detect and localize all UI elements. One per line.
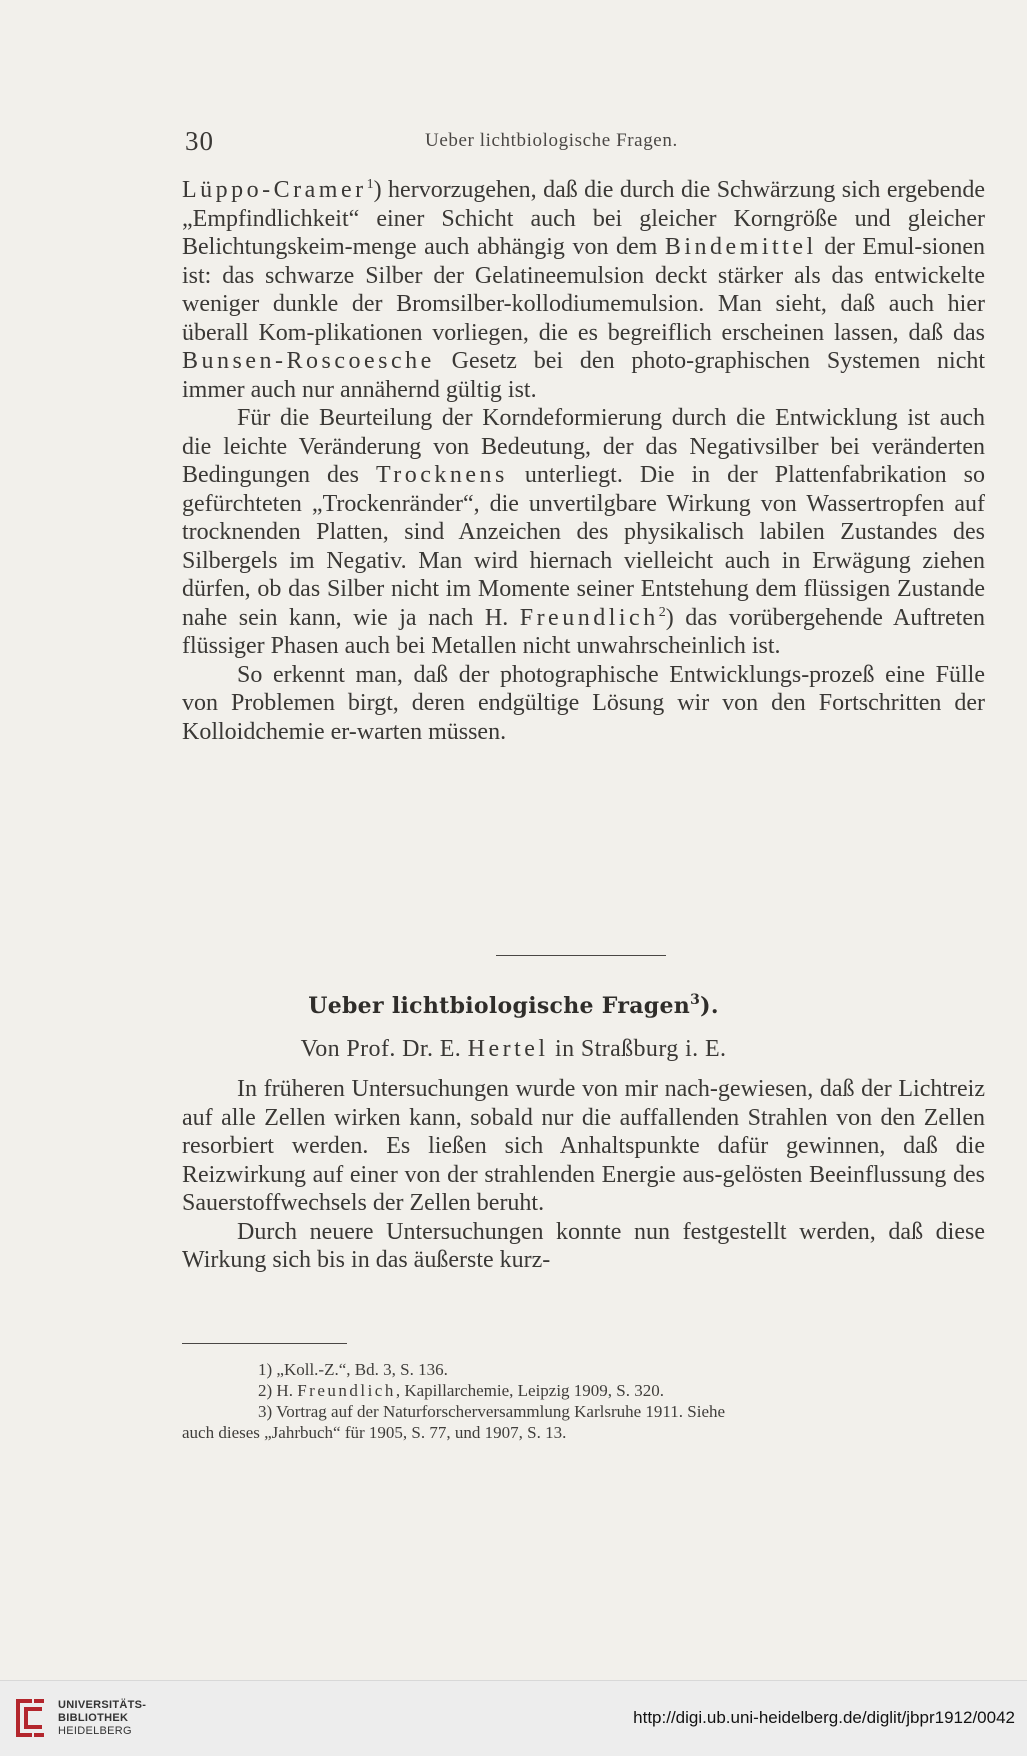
law-name: Bunsen-Roscoesche <box>182 348 435 374</box>
page-header <box>185 126 797 158</box>
footnote-text: , Kapillarchemie, Leipzig 1909, S. 320. <box>395 1381 665 1400</box>
footnote: 3) Vortrag auf der Naturforscherversammlung Karlsruhe 1911. Siehe <box>258 1402 726 1421</box>
library-name-line: BIBLIOTHEK <box>58 1712 129 1724</box>
byline-prefix: Von Prof. Dr. E. <box>300 1036 462 1062</box>
library-logo-icon <box>12 1695 48 1741</box>
author-name: Freundlich <box>519 604 659 631</box>
footnote: 1) „Koll.-Z.“, Bd. 3, S. 136. <box>258 1360 448 1379</box>
author-name: Freundlich <box>297 1381 396 1400</box>
paragraph: Für die Beurteilung der Korndeformierung durch die Entwicklung ist auch die leichte Veränderung von Bedeutung, der das Negativsilber bei veränderten Bedingungen des Trocknens unterliegt. Die in der Plattenfabrikation so gefürchteten „Trockenränder“, die unvertilgbare Wirkung von Wassertropfen auf trocknenden Platten, sind Anzeichen des physikalisch labilen Zustandes des Silbergels im Negativ. Man wird hiernach vielleicht auch in Erwägung ziehen dürfen, ob das Silber nicht im Momente seiner Entstehung dem flüssigen Zustande nahe sein kann, wie ja nach H. Freundlich$^2$) das vorübergehende Auftreten flüssiger Phasen auch bei Metallen nicht unwahrscheinlich ist. <box>182 405 985 659</box>
footnote-ref: 2 <box>658 604 666 620</box>
emphasized-term: Bindemittel <box>664 234 817 260</box>
emphasized-term: Trocknens <box>375 462 508 488</box>
author-name: Hertel <box>467 1036 549 1062</box>
text-run: hervorzugehen, daß die durch die Schwärzung sich ergebende „Empfindlichkeit“ einer Schicht auch bei gleicher Korngröße und gleicher Belichtungskeim-menge auch abhängig von dem <box>182 177 985 260</box>
text-run: Für die Beurteilung der Korndeformierung durch die Entwicklung ist auch die leichte Veränderung von Bedeutung, der das Negativsilber bei veränderten Bedingungen des <box>182 405 985 488</box>
byline-location: in Straßburg i. E. <box>555 1036 727 1062</box>
footnote-ref: 3 <box>690 992 701 1008</box>
text-run: Gesetz bei den photo-graphischen Systemen nicht immer auch nur annähernd gültig ist. <box>182 348 986 403</box>
footnote <box>182 1380 982 1401</box>
footnote-rule <box>182 1343 347 1344</box>
article-title: Ueber lichtbiologische Fragen$^3$). <box>308 992 719 1019</box>
library-name-line: UNIVERSITÄTS- <box>58 1699 147 1711</box>
paragraph: In früheren Untersuchungen wurde von mir nach-gewiesen, daß der Lichtreiz auf alle Zellen wirken kann, sobald nur die auffallenden Strahlen von den Zellen resorbiert werden. Es ließen sich Anhaltspunkte dafür gewinnen, daß die Reizwirkung auf einer von der strahlenden Energie aus-gelösten Beeinflussung des Sauerstoffwechsels der Zellen beruht. <box>182 1076 985 1216</box>
running-title: Ueber lichtbiologische Fragen. <box>425 130 678 151</box>
text-run: der Emul-sionen ist: das schwarze Silber der Gelatineemulsion deckt stärker als das entwickelte weniger dunkle der Bromsilber-kollodiumemulsion. Man sieht, daß auch hier überall Kom-plikationen vorliegen, die es begreiflich erscheinen lassen, daß das <box>182 234 986 346</box>
text-run: das vorübergehende Auftreten flüssiger Phasen auch bei Metallen nicht unwahrscheinlich ist. <box>182 604 985 659</box>
library-name-line: HEIDELBERG <box>58 1725 132 1737</box>
article-text <box>182 1075 985 1275</box>
library-name <box>58 1699 146 1738</box>
article-title-text: Ueber lichtbiologische Fragen <box>308 993 691 1019</box>
author-name: Lüppo-Cramer <box>182 177 367 203</box>
viewer-footer <box>0 1680 1027 1756</box>
paragraph: Durch neuere Untersuchungen konnte nun festgestellt werden, daß diese Wirkung sich bis in das äußerste kurz- <box>182 1218 985 1273</box>
paragraph: So erkennt man, daß der photographische Entwicklungs-prozeß eine Fülle von Problemen birgt, deren endgültige Lösung wir von den Fortschritten der Kolloidchemie er-warten müssen. <box>182 661 985 745</box>
paragraph: Lüppo-Cramer$^1$) hervorzugehen, daß die durch die Schwärzung sich ergebende „Empfindlichkeit“ einer Schicht auch bei gleicher Korngröße und gleicher Belichtungskeim-menge auch abhängig von dem Bindemittel der Emul-sionen ist: das schwarze Silber der Gelatineemulsion deckt stärker als das entwickelte weniger dunkle der Bromsilber-kollodiumemulsion. Man sieht, daß auch hier überall Kom-plikationen vorliegen, die es begreiflich erscheinen lassen, daß das Bunsen-Roscoesche Gesetz bei den photo-graphischen Systemen nicht immer auch nur annähernd gültig ist. <box>182 177 986 403</box>
article-byline <box>0 1036 1027 1063</box>
footnotes <box>182 1359 982 1443</box>
section-divider <box>496 955 666 956</box>
permalink-url[interactable]: http://digi.ub.uni-heidelberg.de/diglit/jbpr1912/0042 <box>633 1708 1015 1727</box>
continued-article-text <box>182 176 985 746</box>
footnote-ref: 1 <box>366 177 374 192</box>
text-run: unterliegt. Die in der Plattenfabrikation so gefürchteten „Trockenränder“, die unvertilgbare Wirkung von Wassertropfen auf trocknenden Platten, sind Anzeichen des physikalisch labilen Zustandes des Silbergels im Negativ. Man wird hiernach vielleicht auch in Erwägung ziehen dürfen, ob das Silber nicht im Momente seiner Entstehung dem flüssigen Zustande nahe sein kann, wie ja nach H. <box>182 462 985 631</box>
footnote-number: 2) H. <box>258 1381 293 1400</box>
title-period: . <box>710 993 719 1019</box>
page-number: 30 <box>185 126 214 156</box>
footnote-continuation: auch dieses „Jahrbuch“ für 1905, S. 77, und 1907, S. 13. <box>182 1423 567 1442</box>
